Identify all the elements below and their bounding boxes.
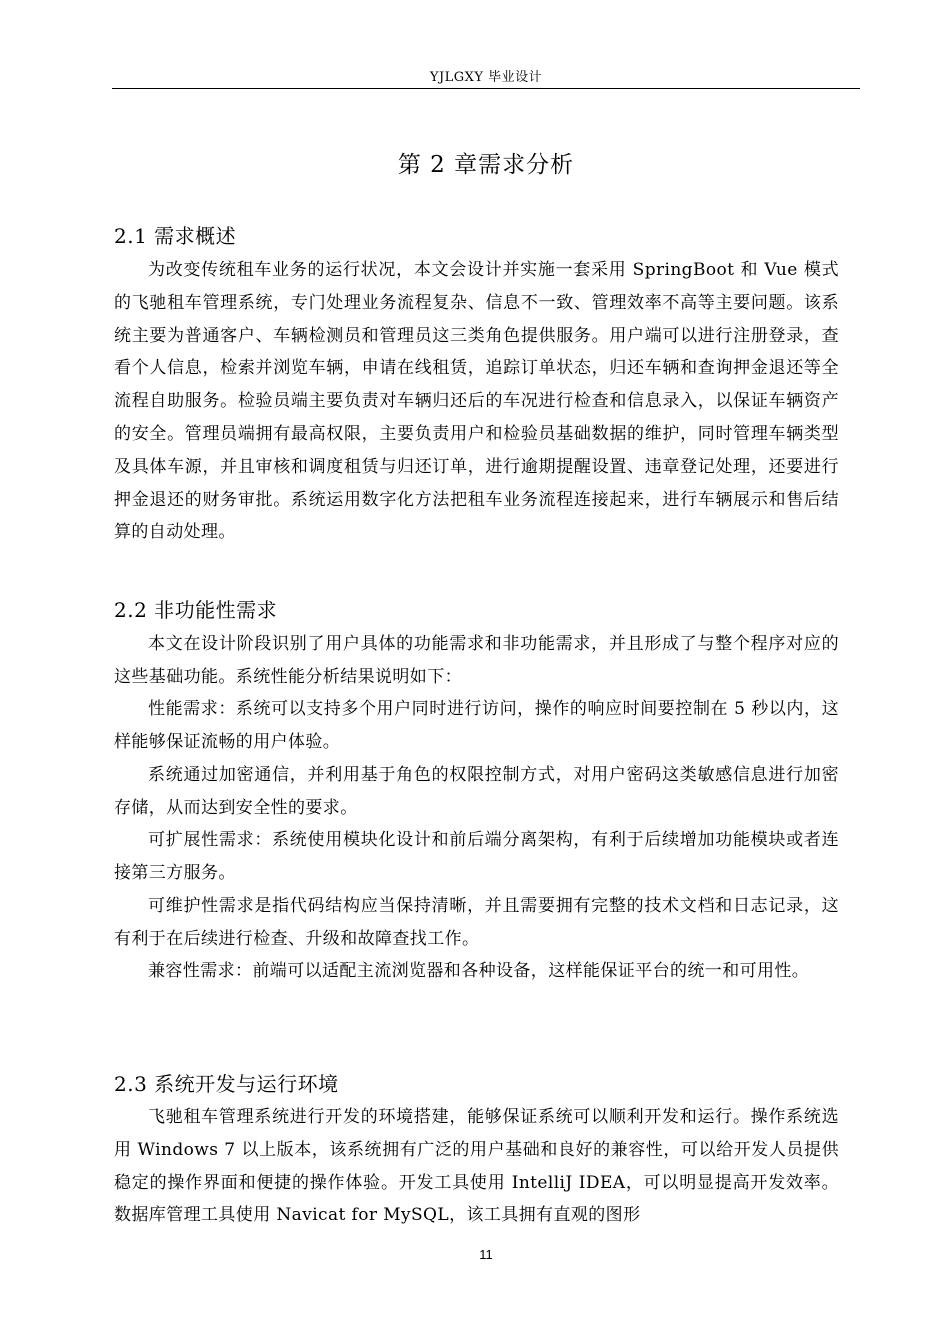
- paragraph: 性能需求：系统可以支持多个用户同时进行访问，操作的响应时间要控制在 5 秒以内，这样能够保证流畅的用户体验。: [114, 699, 839, 752]
- page-number: 11: [479, 1247, 493, 1262]
- running-header: YJLGXY 毕业设计: [429, 70, 543, 85]
- paragraph: 可扩展性需求：系统使用模块化设计和前后端分离架构，有利于后续增加功能模块或者连接第三方服务。: [114, 830, 839, 883]
- paragraph: 为改变传统租车业务的运行状况，本文会设计并实施一套采用 SpringBoot 和 Vue 模式的飞驰租车管理系统，专门处理业务流程复杂、信息不一致、管理效率不高等主要问题。该系统主要为普通客户、车辆检测员和管理员这三类角色提供服务。用户端可以进行注册登录，查看个人信息，检索并浏览车辆，申请在线租赁，追踪订单状态，归还车辆和查询押金退还等全流程自助服务。检验员端主要负责对车辆归还后的车况进行检查和信息录入，以保证车辆资产的安全。管理员端拥有最高权限，主要负责用户和检验员基础数据的维护，同时管理车辆类型及具体车源，并且审核和调度租赁与归还订单，进行逾期提醒设置、违章登记处理，还要进行押金退还的财务审批。系统运用数字化方法把租车业务流程连接起来，进行车辆展示和售后结算的自动处理。: [114, 260, 839, 543]
- paragraph: 本文在设计阶段识别了用户具体的功能需求和非功能需求，并且形成了与整个程序对应的这些基础功能。系统性能分析结果说明如下：: [114, 634, 839, 687]
- section-title-2-2: 2.2 非功能性需求: [114, 598, 278, 622]
- chapter-title: 第 2 章需求分析: [397, 152, 575, 178]
- paragraph: 可维护性需求是指代码结构应当保持清晰，并且需要拥有完整的技术文档和日志记录，这有利于在后续进行检查、升级和故障查找工作。: [114, 896, 839, 949]
- section-title-2-3: 2.3 系统开发与运行环境: [114, 1072, 339, 1096]
- paragraph: 兼容性需求：前端可以适配主流浏览器和各种设备，这样能保证平台的统一和可用性。: [148, 961, 810, 981]
- header-rule: [112, 88, 860, 89]
- paragraph: 飞驰租车管理系统进行开发的环境搭建，能够保证系统可以顺利开发和运行。操作系统选用 Windows 7 以上版本，该系统拥有广泛的用户基础和良好的兼容性，可以给开发人员提供稳定的操作界面和便捷的操作体验。开发工具使用 IntelliJ IDEA，可以明显提高开发效率。数据库管理工具使用 Navicat for MySQL，该工具拥有直观的图形: [114, 1107, 839, 1226]
- section-title-2-1: 2.1 需求概述: [114, 224, 237, 248]
- paragraph: 系统通过加密通信，并利用基于角色的权限控制方式，对用户密码这类敏感信息进行加密存储，从而达到安全性的要求。: [114, 765, 839, 818]
